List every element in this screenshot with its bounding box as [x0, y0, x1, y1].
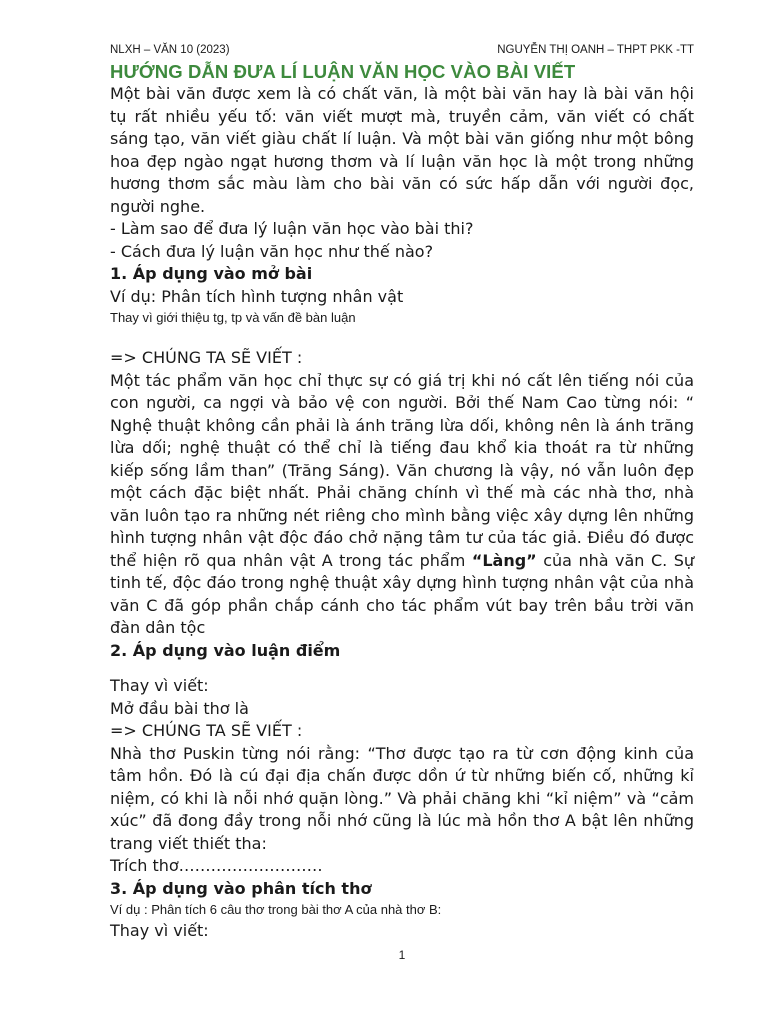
- header-left: NLXH – VĂN 10 (2023): [110, 44, 230, 56]
- section-2-instead: Thay vì viết:: [110, 676, 209, 695]
- spacer: [110, 662, 694, 675]
- section-1-text-after: của nhà văn C. Sự tinh tế, độc đáo trong nghệ thuật xây dựng hình tượng nhân vật của nhà văn C đã góp phần chắp cánh cho tác phẩm vút bay trên bầu trời văn đàn dân tộc: [110, 550, 695, 637]
- question-2: - Cách đưa lý luận văn học như thế nào?: [110, 241, 434, 261]
- section-2-quote: Trích thơ………………………: [110, 856, 323, 875]
- section-2-heading: 2. Áp dụng vào luận điểm: [110, 640, 341, 660]
- document-title: HƯỚNG DẪN ĐƯA LÍ LUẬN VĂN HỌC VÀO BÀI VIẾT: [110, 61, 576, 82]
- section-2-we-write: => CHÚNG TA SẼ VIẾT :: [110, 721, 303, 740]
- page-header: [110, 44, 694, 60]
- section-2-opening: Mở đầu bài thơ là: [110, 698, 249, 718]
- section-1-instead: Thay vì giới thiệu tg, tp và vấn đề bàn luận: [110, 310, 356, 325]
- section-3-heading: 3. Áp dụng vào phân tích thơ: [110, 878, 372, 898]
- section-2-paragraph: Nhà thơ Puskin từng nói rằng: “Thơ được tạo ra từ cơn động kinh của tâm hồn. Đó là cú đại địa chấn được dồn ứ từ những biến cố, những kỉ niệm, có khi là nỗi nhớ quặn lòng.” Và phải chăng khi “kỉ niệm” và “cảm xúc” đã đong đầy trong nỗi nhớ cũng là lúc mà hồn thơ A bật lên những trang viết thiết tha:: [110, 743, 694, 853]
- section-1-example: Ví dụ: Phân tích hình tượng nhân vật: [110, 286, 404, 306]
- document-body: [110, 83, 694, 943]
- header-right: NGUYỄN THỊ OANH – THPT PKK -TT: [497, 44, 694, 56]
- section-3-instead: Thay vì viết:: [110, 921, 209, 940]
- page-number: 1: [398, 948, 406, 962]
- section-1-paragraph: [110, 370, 694, 640]
- question-1: - Làm sao để đưa lý luận văn học vào bài thi?: [110, 219, 474, 238]
- intro-paragraph: Một bài văn được xem là có chất văn, là một bài văn hay là bài văn hội tụ rất nhiều yếu tố: văn viết mượt mà, truyền cảm, văn viết có chất sáng tạo, văn viết giàu chất lí luận. Và một bài văn giống như một bông hoa đẹp ngào ngạt hương thơm và lí luận văn học là một trong những hương thơm sắc màu làm cho bài văn có sức hấp dẫn với người đọc, người nghe.: [110, 84, 694, 216]
- section-1-heading: 1. Áp dụng vào mở bài: [110, 264, 313, 283]
- section-3-example: Ví dụ : Phân tích 6 câu thơ trong bài thơ A của nhà thơ B:: [110, 902, 442, 917]
- work-title: “Làng”: [471, 550, 537, 570]
- section-1-we-write: => CHÚNG TA SẼ VIẾT :: [110, 348, 303, 367]
- section-1-text-before: Một tác phẩm văn học chỉ thực sự có giá trị khi nó cất lên tiếng nói của con người, ca ngợi và bảo vệ con người. Bởi thế Nam Cao từng nói: “ Nghệ thuật không cần phải là ánh trăng lừa dối, không nên là ánh trăng lừa dối; nghệ thuật có thể chỉ là tiếng đau khổ kia thoát ra từ những kiếp sống lầm than” (Trăng Sáng). Văn chương là vậy, nó vẫn luôn đẹp một cách đặc biệt nhất. Phải chăng chính vì thế mà các nhà thơ, nhà văn luôn tạo ra những nét riêng cho mình bằng việc xây dựng lên những hình tượng nhân vật độc đáo chở nặng tâm tư của tác giả. Điều đó được thể hiện rõ qua nhân vật A trong tác phẩm: [110, 370, 694, 570]
- spacer: [110, 328, 694, 347]
